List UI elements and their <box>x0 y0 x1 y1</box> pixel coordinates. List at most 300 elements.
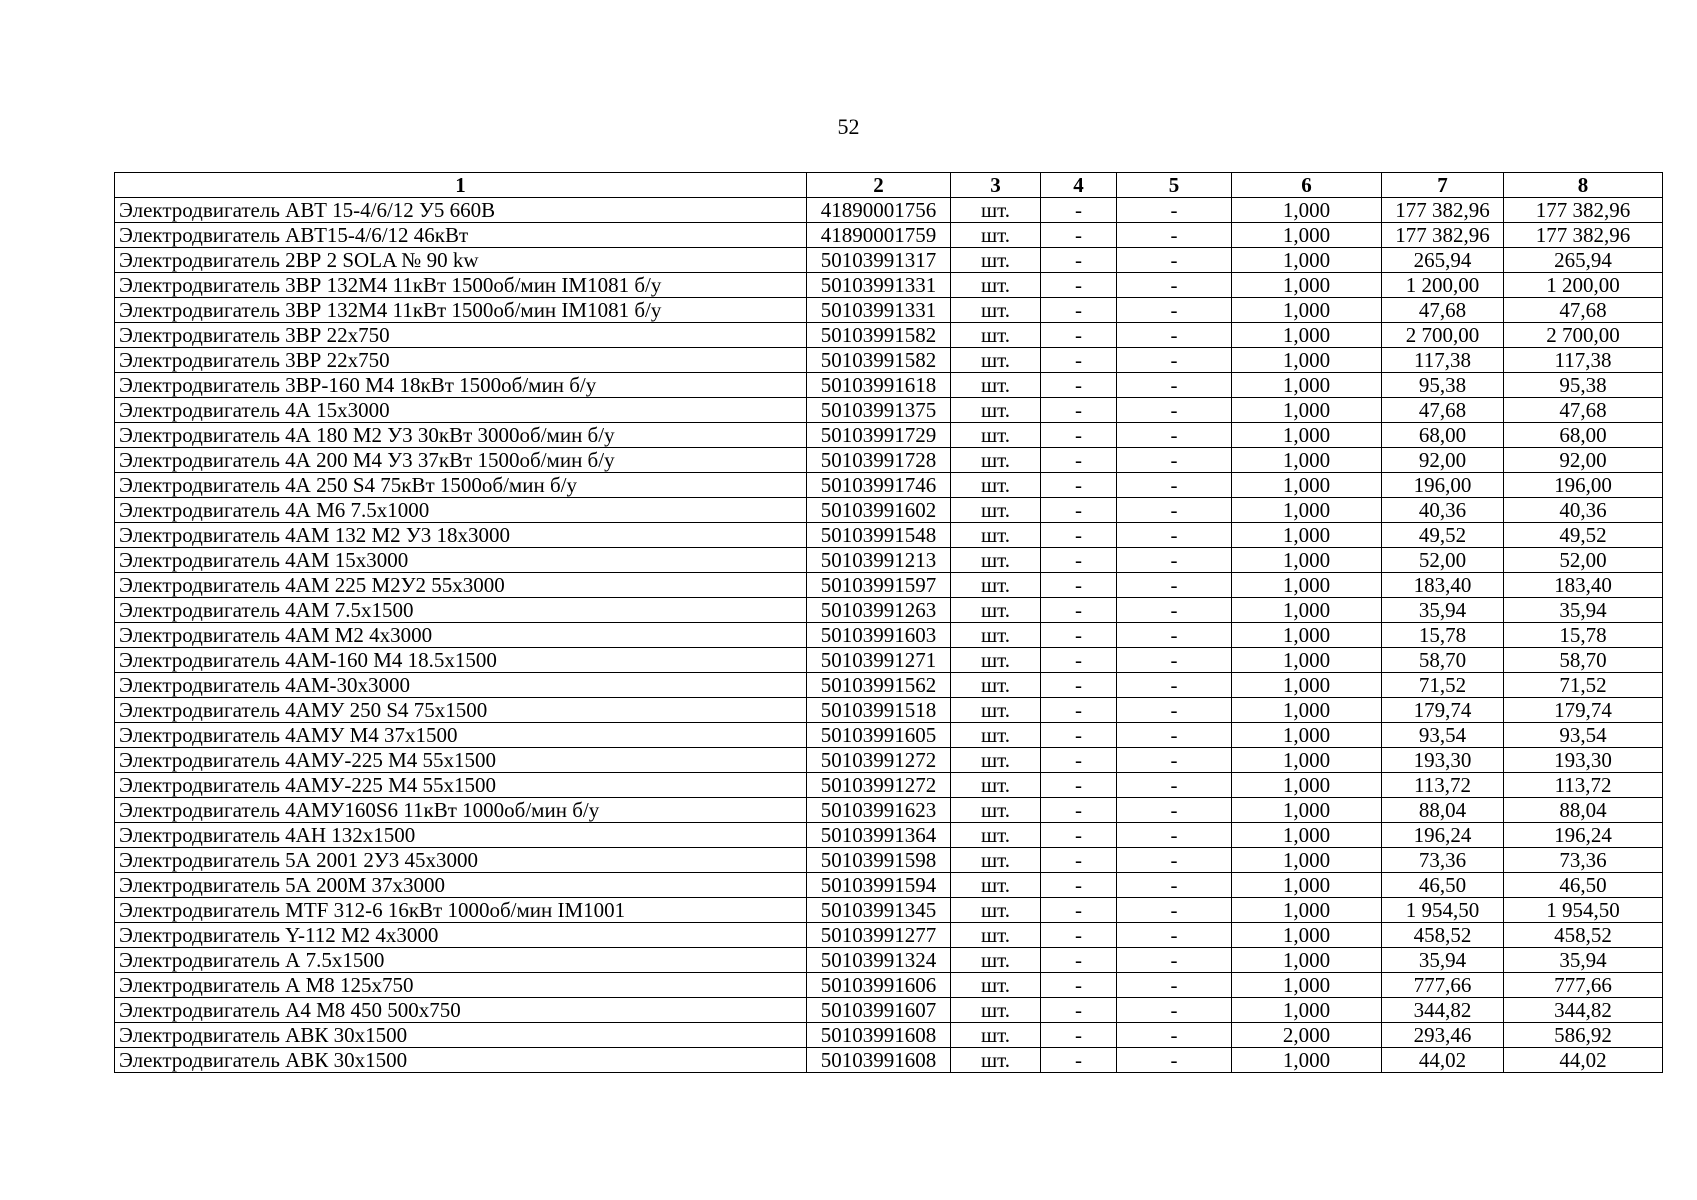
unit-cell: шт. <box>951 598 1041 623</box>
price-cell: 117,38 <box>1382 348 1504 373</box>
price-cell: 46,50 <box>1382 873 1504 898</box>
total-cell: 88,04 <box>1504 798 1663 823</box>
item-code-cell: 50103991263 <box>807 598 951 623</box>
unit-cell: шт. <box>951 773 1041 798</box>
item-code-cell: 50103991331 <box>807 273 951 298</box>
price-cell: 73,36 <box>1382 848 1504 873</box>
unit-cell: шт. <box>951 1023 1041 1048</box>
column-5-cell: - <box>1117 398 1232 423</box>
column-5-cell: - <box>1117 548 1232 573</box>
unit-cell: шт. <box>951 723 1041 748</box>
column-header: 2 <box>807 173 951 198</box>
price-cell: 44,02 <box>1382 1048 1504 1073</box>
table-row <box>115 598 1663 623</box>
price-cell: 2 700,00 <box>1382 323 1504 348</box>
column-5-cell: - <box>1117 873 1232 898</box>
price-cell: 777,66 <box>1382 973 1504 998</box>
column-5-cell: - <box>1117 823 1232 848</box>
item-code-cell: 50103991602 <box>807 498 951 523</box>
price-cell: 49,52 <box>1382 523 1504 548</box>
quantity-cell: 1,000 <box>1232 823 1382 848</box>
column-4-cell: - <box>1041 273 1117 298</box>
column-4-cell: - <box>1041 823 1117 848</box>
quantity-cell: 1,000 <box>1232 698 1382 723</box>
item-name-cell: Электродвигатель А4 М8 450 500х750 <box>115 998 807 1023</box>
table-row <box>115 573 1663 598</box>
column-4-cell: - <box>1041 373 1117 398</box>
unit-cell: шт. <box>951 1048 1041 1073</box>
column-5-cell: - <box>1117 648 1232 673</box>
price-cell: 177 382,96 <box>1382 223 1504 248</box>
item-code-cell: 50103991277 <box>807 923 951 948</box>
quantity-cell: 1,000 <box>1232 323 1382 348</box>
unit-cell: шт. <box>951 323 1041 348</box>
quantity-cell: 1,000 <box>1232 673 1382 698</box>
column-5-cell: - <box>1117 673 1232 698</box>
table-row <box>115 898 1663 923</box>
item-code-cell: 50103991594 <box>807 873 951 898</box>
item-name-cell: Электродвигатель 4АМ 7.5х1500 <box>115 598 807 623</box>
total-cell: 15,78 <box>1504 623 1663 648</box>
column-header: 5 <box>1117 173 1232 198</box>
table-row <box>115 748 1663 773</box>
column-4-cell: - <box>1041 573 1117 598</box>
column-5-cell: - <box>1117 223 1232 248</box>
unit-cell: шт. <box>951 748 1041 773</box>
total-cell: 196,24 <box>1504 823 1663 848</box>
table-body <box>115 198 1663 1073</box>
quantity-cell: 1,000 <box>1232 573 1382 598</box>
quantity-cell: 1,000 <box>1232 523 1382 548</box>
column-5-cell: - <box>1117 373 1232 398</box>
unit-cell: шт. <box>951 798 1041 823</box>
total-cell: 177 382,96 <box>1504 223 1663 248</box>
item-name-cell: Электродвигатель 4А 250 S4 75кВт 1500об/мин б/у <box>115 473 807 498</box>
column-4-cell: - <box>1041 973 1117 998</box>
price-cell: 196,00 <box>1382 473 1504 498</box>
quantity-cell: 1,000 <box>1232 623 1382 648</box>
item-name-cell: Электродвигатель А 7.5х1500 <box>115 948 807 973</box>
column-4-cell: - <box>1041 798 1117 823</box>
column-4-cell: - <box>1041 323 1117 348</box>
table-row <box>115 848 1663 873</box>
item-name-cell: Электродвигатель 4АМ-30х3000 <box>115 673 807 698</box>
unit-cell: шт. <box>951 398 1041 423</box>
unit-cell: шт. <box>951 548 1041 573</box>
item-code-cell: 50103991213 <box>807 548 951 573</box>
item-name-cell: Электродвигатель 4АМ 225 М2У2 55х3000 <box>115 573 807 598</box>
total-cell: 68,00 <box>1504 423 1663 448</box>
item-code-cell: 50103991729 <box>807 423 951 448</box>
column-5-cell: - <box>1117 698 1232 723</box>
price-cell: 35,94 <box>1382 948 1504 973</box>
item-code-cell: 50103991271 <box>807 648 951 673</box>
quantity-cell: 2,000 <box>1232 1023 1382 1048</box>
total-cell: 71,52 <box>1504 673 1663 698</box>
item-code-cell: 50103991598 <box>807 848 951 873</box>
column-4-cell: - <box>1041 698 1117 723</box>
quantity-cell: 1,000 <box>1232 923 1382 948</box>
quantity-cell: 1,000 <box>1232 748 1382 773</box>
item-code-cell: 50103991518 <box>807 698 951 723</box>
item-name-cell: Электродвигатель 4АМУ 250 S4 75х1500 <box>115 698 807 723</box>
item-name-cell: Электродвигатель 3ВР-160 М4 18кВт 1500об/мин б/у <box>115 373 807 398</box>
quantity-cell: 1,000 <box>1232 298 1382 323</box>
item-name-cell: Электродвигатель 5А 2001 2У3 45х3000 <box>115 848 807 873</box>
table-row <box>115 248 1663 273</box>
column-5-cell: - <box>1117 923 1232 948</box>
unit-cell: шт. <box>951 523 1041 548</box>
item-code-cell: 50103991623 <box>807 798 951 823</box>
column-5-cell: - <box>1117 1048 1232 1073</box>
unit-cell: шт. <box>951 873 1041 898</box>
unit-cell: шт. <box>951 623 1041 648</box>
table-row <box>115 198 1663 223</box>
item-name-cell: Электродвигатель 4АМУ-225 М4 55х1500 <box>115 773 807 798</box>
column-4-cell: - <box>1041 648 1117 673</box>
item-code-cell: 50103991606 <box>807 973 951 998</box>
item-name-cell: Электродвигатель 4А 200 М4 У3 37кВт 1500об/мин б/у <box>115 448 807 473</box>
total-cell: 58,70 <box>1504 648 1663 673</box>
table-row <box>115 323 1663 348</box>
unit-cell: шт. <box>951 698 1041 723</box>
column-4-cell: - <box>1041 223 1117 248</box>
item-code-cell: 50103991548 <box>807 523 951 548</box>
item-name-cell: Электродвигатель 4АМ 132 М2 У3 18х3000 <box>115 523 807 548</box>
column-4-cell: - <box>1041 598 1117 623</box>
quantity-cell: 1,000 <box>1232 973 1382 998</box>
table-row <box>115 873 1663 898</box>
quantity-cell: 1,000 <box>1232 648 1382 673</box>
table-row <box>115 973 1663 998</box>
price-cell: 52,00 <box>1382 548 1504 573</box>
column-5-cell: - <box>1117 573 1232 598</box>
table-row <box>115 798 1663 823</box>
column-5-cell: - <box>1117 748 1232 773</box>
item-name-cell: Электродвигатель 3ВР 132М4 11кВт 1500об/мин IM1081 б/у <box>115 298 807 323</box>
table-row <box>115 998 1663 1023</box>
price-cell: 196,24 <box>1382 823 1504 848</box>
item-name-cell: Электродвигатель 4А 180 М2 У3 30кВт 3000об/мин б/у <box>115 423 807 448</box>
column-5-cell: - <box>1117 523 1232 548</box>
column-header: 3 <box>951 173 1041 198</box>
column-4-cell: - <box>1041 998 1117 1023</box>
column-header: 6 <box>1232 173 1382 198</box>
table-row <box>115 673 1663 698</box>
quantity-cell: 1,000 <box>1232 598 1382 623</box>
table-row <box>115 548 1663 573</box>
total-cell: 40,36 <box>1504 498 1663 523</box>
total-cell: 92,00 <box>1504 448 1663 473</box>
total-cell: 1 200,00 <box>1504 273 1663 298</box>
item-name-cell: Электродвигатель Y-112 М2 4х3000 <box>115 923 807 948</box>
item-code-cell: 50103991618 <box>807 373 951 398</box>
total-cell: 586,92 <box>1504 1023 1663 1048</box>
total-cell: 95,38 <box>1504 373 1663 398</box>
item-name-cell: Электродвигатель 4АМУ160S6 11кВт 1000об/мин б/у <box>115 798 807 823</box>
table-row <box>115 698 1663 723</box>
column-4-cell: - <box>1041 948 1117 973</box>
column-5-cell: - <box>1117 848 1232 873</box>
item-code-cell: 50103991562 <box>807 673 951 698</box>
column-5-cell: - <box>1117 473 1232 498</box>
column-4-cell: - <box>1041 448 1117 473</box>
unit-cell: шт. <box>951 198 1041 223</box>
item-name-cell: Электродвигатель 3ВР 22х750 <box>115 348 807 373</box>
unit-cell: шт. <box>951 673 1041 698</box>
item-name-cell: Электродвигатель 4АМУ М4 37х1500 <box>115 723 807 748</box>
quantity-cell: 1,000 <box>1232 873 1382 898</box>
total-cell: 1 954,50 <box>1504 898 1663 923</box>
total-cell: 73,36 <box>1504 848 1663 873</box>
column-5-cell: - <box>1117 273 1232 298</box>
quantity-cell: 1,000 <box>1232 948 1382 973</box>
quantity-cell: 1,000 <box>1232 223 1382 248</box>
item-name-cell: Электродвигатель МТF 312-6 16кВт 1000об/мин IM1001 <box>115 898 807 923</box>
column-4-cell: - <box>1041 1023 1117 1048</box>
total-cell: 113,72 <box>1504 773 1663 798</box>
price-cell: 68,00 <box>1382 423 1504 448</box>
unit-cell: шт. <box>951 898 1041 923</box>
table-row <box>115 948 1663 973</box>
quantity-cell: 1,000 <box>1232 498 1382 523</box>
column-5-cell: - <box>1117 498 1232 523</box>
price-cell: 95,38 <box>1382 373 1504 398</box>
price-cell: 177 382,96 <box>1382 198 1504 223</box>
column-5-cell: - <box>1117 298 1232 323</box>
quantity-cell: 1,000 <box>1232 798 1382 823</box>
item-code-cell: 41890001756 <box>807 198 951 223</box>
price-cell: 183,40 <box>1382 573 1504 598</box>
item-code-cell: 50103991603 <box>807 623 951 648</box>
table-row <box>115 648 1663 673</box>
item-name-cell: Электродвигатель 3ВР 132М4 11кВт 1500об/мин IM1081 б/у <box>115 273 807 298</box>
inventory-table <box>114 172 1663 1073</box>
unit-cell: шт. <box>951 648 1041 673</box>
column-4-cell: - <box>1041 398 1117 423</box>
column-5-cell: - <box>1117 598 1232 623</box>
table-row <box>115 623 1663 648</box>
column-4-cell: - <box>1041 873 1117 898</box>
total-cell: 265,94 <box>1504 248 1663 273</box>
total-cell: 35,94 <box>1504 598 1663 623</box>
column-5-cell: - <box>1117 898 1232 923</box>
column-4-cell: - <box>1041 523 1117 548</box>
unit-cell: шт. <box>951 473 1041 498</box>
quantity-cell: 1,000 <box>1232 773 1382 798</box>
item-name-cell: Электродвигатель 4АМ 15х3000 <box>115 548 807 573</box>
table-row <box>115 1023 1663 1048</box>
total-cell: 47,68 <box>1504 298 1663 323</box>
price-cell: 92,00 <box>1382 448 1504 473</box>
column-4-cell: - <box>1041 623 1117 648</box>
total-cell: 344,82 <box>1504 998 1663 1023</box>
column-5-cell: - <box>1117 998 1232 1023</box>
column-5-cell: - <box>1117 248 1232 273</box>
table-row <box>115 823 1663 848</box>
item-name-cell: Электродвигатель АВТ15-4/6/12 46кВт <box>115 223 807 248</box>
table-row <box>115 348 1663 373</box>
price-cell: 1 954,50 <box>1382 898 1504 923</box>
item-name-cell: Электродвигатель АВК 30х1500 <box>115 1023 807 1048</box>
unit-cell: шт. <box>951 973 1041 998</box>
item-code-cell: 50103991272 <box>807 748 951 773</box>
unit-cell: шт. <box>951 373 1041 398</box>
total-cell: 183,40 <box>1504 573 1663 598</box>
table-row <box>115 723 1663 748</box>
quantity-cell: 1,000 <box>1232 848 1382 873</box>
table-row <box>115 273 1663 298</box>
price-cell: 344,82 <box>1382 998 1504 1023</box>
item-name-cell: Электродвигатель АВТ 15-4/6/12 У5 660В <box>115 198 807 223</box>
item-code-cell: 50103991324 <box>807 948 951 973</box>
column-4-cell: - <box>1041 298 1117 323</box>
item-code-cell: 50103991364 <box>807 823 951 848</box>
column-4-cell: - <box>1041 198 1117 223</box>
column-4-cell: - <box>1041 1048 1117 1073</box>
item-code-cell: 50103991375 <box>807 398 951 423</box>
item-code-cell: 50103991728 <box>807 448 951 473</box>
item-name-cell: Электродвигатель 4АМ-160 М4 18.5х1500 <box>115 648 807 673</box>
total-cell: 47,68 <box>1504 398 1663 423</box>
price-cell: 47,68 <box>1382 398 1504 423</box>
price-cell: 1 200,00 <box>1382 273 1504 298</box>
table-row <box>115 373 1663 398</box>
total-cell: 458,52 <box>1504 923 1663 948</box>
column-4-cell: - <box>1041 248 1117 273</box>
column-5-cell: - <box>1117 198 1232 223</box>
item-name-cell: Электродвигатель 2ВР 2 SOLA № 90 kw <box>115 248 807 273</box>
table-row <box>115 298 1663 323</box>
price-cell: 179,74 <box>1382 698 1504 723</box>
column-4-cell: - <box>1041 348 1117 373</box>
quantity-cell: 1,000 <box>1232 348 1382 373</box>
price-cell: 93,54 <box>1382 723 1504 748</box>
quantity-cell: 1,000 <box>1232 1048 1382 1073</box>
item-code-cell: 50103991746 <box>807 473 951 498</box>
quantity-cell: 1,000 <box>1232 998 1382 1023</box>
unit-cell: шт. <box>951 923 1041 948</box>
table-row <box>115 498 1663 523</box>
item-code-cell: 50103991597 <box>807 573 951 598</box>
item-code-cell: 50103991607 <box>807 998 951 1023</box>
price-cell: 35,94 <box>1382 598 1504 623</box>
column-5-cell: - <box>1117 348 1232 373</box>
price-cell: 58,70 <box>1382 648 1504 673</box>
item-code-cell: 50103991608 <box>807 1023 951 1048</box>
column-4-cell: - <box>1041 723 1117 748</box>
price-cell: 113,72 <box>1382 773 1504 798</box>
item-name-cell: Электродвигатель 5А 200М 37х3000 <box>115 873 807 898</box>
total-cell: 177 382,96 <box>1504 198 1663 223</box>
price-cell: 15,78 <box>1382 623 1504 648</box>
column-4-cell: - <box>1041 848 1117 873</box>
table-row <box>115 448 1663 473</box>
total-cell: 93,54 <box>1504 723 1663 748</box>
price-cell: 88,04 <box>1382 798 1504 823</box>
total-cell: 777,66 <box>1504 973 1663 998</box>
column-5-cell: - <box>1117 798 1232 823</box>
column-4-cell: - <box>1041 423 1117 448</box>
quantity-cell: 1,000 <box>1232 198 1382 223</box>
column-5-cell: - <box>1117 448 1232 473</box>
quantity-cell: 1,000 <box>1232 898 1382 923</box>
table-row <box>115 1048 1663 1073</box>
item-name-cell: Электродвигатель А М8 125х750 <box>115 973 807 998</box>
column-header: 8 <box>1504 173 1663 198</box>
column-4-cell: - <box>1041 898 1117 923</box>
total-cell: 46,50 <box>1504 873 1663 898</box>
column-header: 1 <box>115 173 807 198</box>
item-name-cell: Электродвигатель 4А 15х3000 <box>115 398 807 423</box>
unit-cell: шт. <box>951 273 1041 298</box>
total-cell: 2 700,00 <box>1504 323 1663 348</box>
unit-cell: шт. <box>951 223 1041 248</box>
unit-cell: шт. <box>951 498 1041 523</box>
column-5-cell: - <box>1117 423 1232 448</box>
column-header: 7 <box>1382 173 1504 198</box>
column-4-cell: - <box>1041 748 1117 773</box>
quantity-cell: 1,000 <box>1232 548 1382 573</box>
table-row <box>115 473 1663 498</box>
price-cell: 71,52 <box>1382 673 1504 698</box>
item-name-cell: Электродвигатель 4АН 132х1500 <box>115 823 807 848</box>
quantity-cell: 1,000 <box>1232 723 1382 748</box>
table-header <box>115 173 1663 198</box>
unit-cell: шт. <box>951 998 1041 1023</box>
item-name-cell: Электродвигатель 4АМУ-225 М4 55х1500 <box>115 748 807 773</box>
table-row <box>115 223 1663 248</box>
price-cell: 40,36 <box>1382 498 1504 523</box>
unit-cell: шт. <box>951 348 1041 373</box>
quantity-cell: 1,000 <box>1232 248 1382 273</box>
price-cell: 293,46 <box>1382 1023 1504 1048</box>
column-5-cell: - <box>1117 723 1232 748</box>
item-code-cell: 50103991272 <box>807 773 951 798</box>
quantity-cell: 1,000 <box>1232 423 1382 448</box>
total-cell: 196,00 <box>1504 473 1663 498</box>
total-cell: 179,74 <box>1504 698 1663 723</box>
table-row <box>115 773 1663 798</box>
item-name-cell: Электродвигатель АВК 30х1500 <box>115 1048 807 1073</box>
column-header: 4 <box>1041 173 1117 198</box>
unit-cell: шт. <box>951 848 1041 873</box>
item-code-cell: 50103991605 <box>807 723 951 748</box>
quantity-cell: 1,000 <box>1232 398 1382 423</box>
unit-cell: шт. <box>951 298 1041 323</box>
unit-cell: шт. <box>951 448 1041 473</box>
column-5-cell: - <box>1117 948 1232 973</box>
quantity-cell: 1,000 <box>1232 273 1382 298</box>
table-row <box>115 423 1663 448</box>
column-4-cell: - <box>1041 773 1117 798</box>
header-row <box>115 173 1663 198</box>
unit-cell: шт. <box>951 423 1041 448</box>
price-cell: 265,94 <box>1382 248 1504 273</box>
price-cell: 193,30 <box>1382 748 1504 773</box>
item-code-cell: 41890001759 <box>807 223 951 248</box>
item-name-cell: Электродвигатель 4АМ М2 4х3000 <box>115 623 807 648</box>
column-4-cell: - <box>1041 673 1117 698</box>
total-cell: 35,94 <box>1504 948 1663 973</box>
table-row <box>115 523 1663 548</box>
item-code-cell: 50103991345 <box>807 898 951 923</box>
column-5-cell: - <box>1117 623 1232 648</box>
total-cell: 44,02 <box>1504 1048 1663 1073</box>
total-cell: 49,52 <box>1504 523 1663 548</box>
item-code-cell: 50103991317 <box>807 248 951 273</box>
quantity-cell: 1,000 <box>1232 448 1382 473</box>
